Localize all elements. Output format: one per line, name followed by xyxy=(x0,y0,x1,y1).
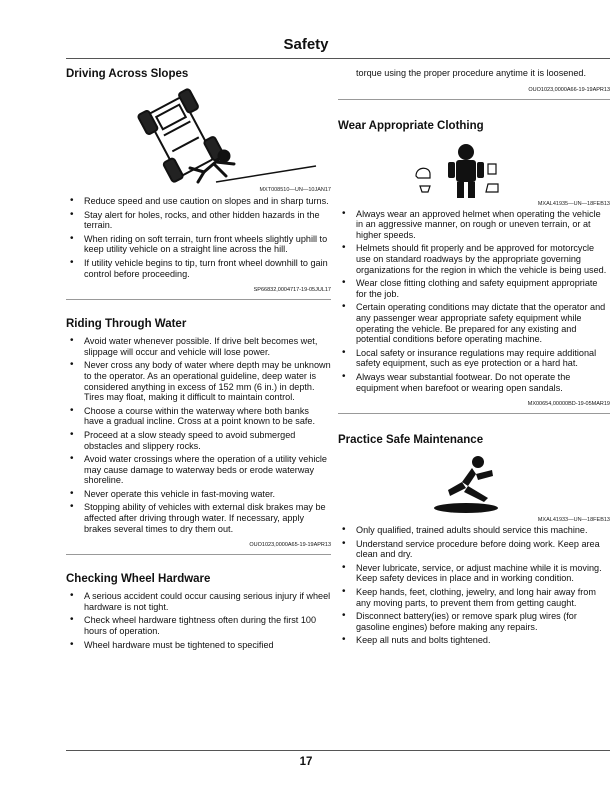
list-item: • If utility vehicle begins to tip, turn front wheel downhill to gain control before proceeding. xyxy=(66,258,331,279)
footer-rule xyxy=(66,750,610,751)
list-item: • Choose a course within the waterway where both banks have a gradual incline. Cross at a point known to be safe. xyxy=(66,406,331,427)
list-item: • Keep all nuts and bolts tightened. xyxy=(338,635,610,646)
list-item: • Check wheel hardware tightness often during the first 100 hours of operation. xyxy=(66,615,331,636)
bullet-list-water xyxy=(66,336,331,534)
bullet-list-maintenance xyxy=(338,525,610,646)
bullet-list-slopes xyxy=(66,196,331,279)
list-item: • Understand service procedure before doing work. Keep area clean and dry. xyxy=(338,539,610,560)
list-item: • Only qualified, trained adults should service this machine. xyxy=(338,525,610,536)
reference-code: MX00654,00000BD-19-05MAR19 xyxy=(527,401,610,408)
section-title-checking-wheel-hardware: Checking Wheel Hardware xyxy=(66,573,211,586)
list-item: • A serious accident could occur causing serious injury if wheel hardware is not tight. xyxy=(66,591,331,612)
list-item: • Helmets should fit properly and be approved for motorcycle use on standard roadways by the appropriate governing organizations for the region in which the vehicle is being used. xyxy=(338,243,610,275)
list-item: • Always wear substantial footwear. Do not operate the equipment when barefoot or wearing open sandals. xyxy=(338,372,610,393)
list-item: • Local safety or insurance regulations may require additional safety equipment, such as eye protection or a hard hat. xyxy=(338,348,610,369)
right-column xyxy=(338,68,610,649)
figure-id: MXT008510—UN—10JAN17 xyxy=(259,187,331,193)
section-title-practice-safe-maintenance: Practice Safe Maintenance xyxy=(338,434,484,447)
list-item: • Always wear an approved helmet when operating the vehicle in an aggressive manner, on rough or uneven terrain, or at higher speeds. xyxy=(338,209,610,241)
page-title: Safety xyxy=(283,36,329,53)
protective-gear-icon xyxy=(338,138,610,200)
section-divider xyxy=(66,554,331,555)
bullet-list-wheel-hardware xyxy=(66,591,331,650)
list-item: • Keep hands, feet, clothing, jewelry, and long hair away from any moving parts, to prevent them from getting caught. xyxy=(338,587,610,608)
reference-code: OUO1023,0000A66-19-19APR13 xyxy=(528,86,610,93)
section-divider xyxy=(66,299,331,300)
list-item: • Wheel hardware must be tightened to specified xyxy=(66,640,331,651)
reference-code: OUO1023,0000A65-19-19APR13 xyxy=(249,542,331,549)
tipping-vehicle-icon xyxy=(66,86,331,186)
figure-id: MXAL41935—UN—18FEB13 xyxy=(537,200,610,207)
header-rule xyxy=(66,58,610,59)
list-item: • Reduce speed and use caution on slopes and in sharp turns. xyxy=(66,196,331,207)
section-title-wear-appropriate-clothing: Wear Appropriate Clothing xyxy=(338,119,484,132)
list-item: • Never cross any body of water where depth may be unknown to the operator. As an operational guideline, deep water is considered anything in excess of 152 mm (6 in.) in depth. Tires may float, making it difficult to maintain control. xyxy=(66,360,331,402)
left-column xyxy=(66,68,331,653)
slipping-person-icon xyxy=(338,452,610,516)
section-divider xyxy=(338,99,610,100)
reference-code: SP66832,0004717-19-05JUL17 xyxy=(253,287,331,294)
section-divider xyxy=(338,413,610,414)
list-item: • Never lubricate, service, or adjust machine while it is moving. Keep safety devices in place and in working condition. xyxy=(338,563,610,584)
section-title-riding-through-water: Riding Through Water xyxy=(66,318,187,331)
list-item: • When riding on soft terrain, turn front wheels slightly uphill to keep utility vehicle on a straight line across the hill. xyxy=(66,234,331,255)
section-title-driving-across-slopes: Driving Across Slopes xyxy=(66,68,189,80)
list-item: • Wear close fitting clothing and safety equipment appropriate for the job. xyxy=(338,278,610,299)
list-item: • Proceed at a slow steady speed to avoid submerged obstacles and slippery rocks. xyxy=(66,430,331,451)
continued-text: torque using the proper procedure anytime it is loosened. xyxy=(356,68,587,78)
list-item: • Stay alert for holes, rocks, and other hidden hazards in the terrain. xyxy=(66,210,331,231)
list-item: • Avoid water whenever possible. If drive belt becomes wet, slippage will occur and vehicle will lose power. xyxy=(66,336,331,357)
list-item: • Never operate this vehicle in fast-moving water. xyxy=(66,489,331,500)
protective-gear-illustration xyxy=(338,138,610,200)
slip-hazard-illustration xyxy=(338,452,610,516)
list-item: • Disconnect battery(ies) or remove spark plug wires (for gasoline engines) before making any repairs. xyxy=(338,611,610,632)
bullet-list-clothing xyxy=(338,209,610,394)
list-item: • Certain operating conditions may dictate that the operator and any passenger wear appropriate safety equipment while operating the vehicle. Be prepared for any existing and potential conditions before operating machine. xyxy=(338,302,610,344)
list-item: • Avoid water crossings where the operation of a utility vehicle may cause damage to waterway beds or erode waterway shoreline. xyxy=(66,454,331,486)
list-item: • Stopping ability of vehicles with external disk brakes may be affected after driving through water. If necessary, apply brakes several times to dry them out. xyxy=(66,502,331,534)
tipping-vehicle-illustration xyxy=(66,86,331,186)
figure-id: MXAL41933—UN—18FEB13 xyxy=(537,517,610,524)
page-number: 17 xyxy=(299,756,313,768)
